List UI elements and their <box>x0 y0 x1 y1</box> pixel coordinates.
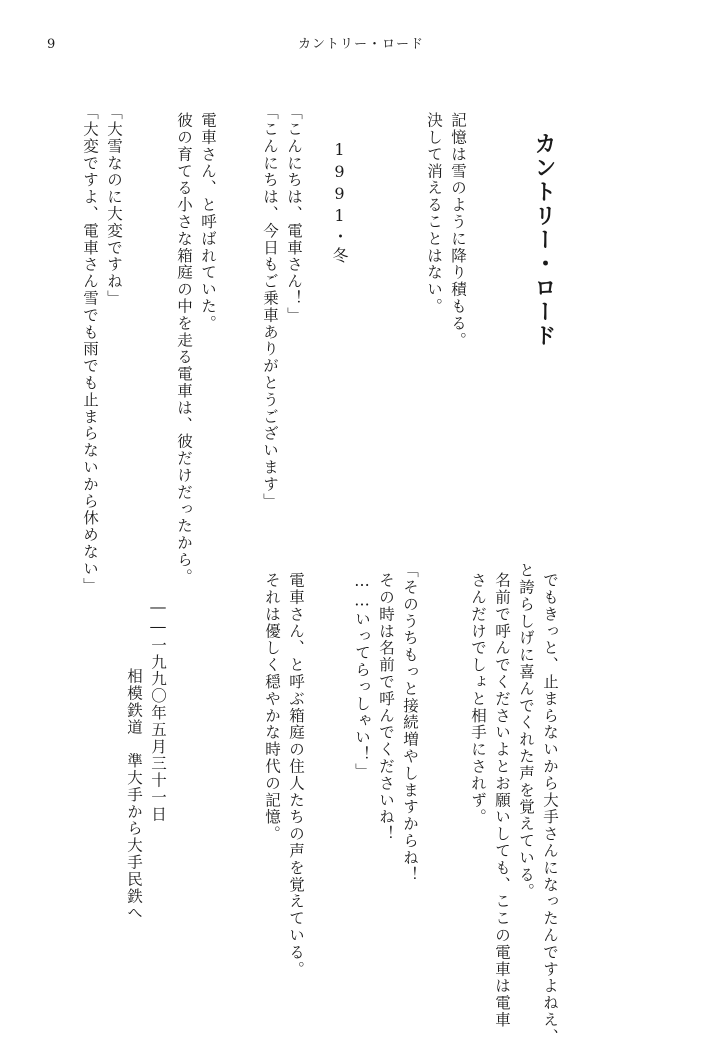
intro-line-2: 決して消えることはない。 <box>425 112 443 315</box>
page-number: 9 <box>47 37 56 52</box>
section-heading: 1991・冬 <box>330 140 349 266</box>
running-head: カントリー・ロード <box>297 37 424 52</box>
paragraph-line-1: でもきっと、止まらないから大手さんになったんですよねえ、 <box>541 572 559 1045</box>
closing-line-1: 「大雪なのに大変ですね」 <box>105 104 123 307</box>
lower-dialogue-line-3: ……いってらっしゃい！」 <box>353 572 371 780</box>
dateline: ――一九九〇年五月三十一日 <box>149 598 167 823</box>
lower-narration-line-2: それは優しく穏やかな時代の記憶。 <box>263 572 281 843</box>
paragraph-line-4: さんだけでしょと相手にされず。 <box>469 572 487 826</box>
dialogue-line-1: 「こんにちは、電車さん！」 <box>285 104 303 324</box>
chapter-title: カントリー・ロード <box>531 132 556 348</box>
narration-line-2: 彼の育てる小さな箱庭の中を走る電車は、彼だけだったから。 <box>175 112 193 586</box>
lower-dialogue-line-2: その時は名前で呼んでくださいね！ <box>377 572 395 843</box>
paragraph-line-3: 名前で呼んでくださいよとお願いしても、ここの電車は電車 <box>493 572 511 1029</box>
dialogue-line-2: 「こんにちは、今日もご乗車ありがとうございます」 <box>261 104 279 510</box>
lower-dialogue-line-1: 「そのうちもっと接続増やしますからね！ <box>401 562 419 884</box>
paragraph-line-2: と誇らしげに喜んでくれた声を覚えている。 <box>517 562 535 900</box>
dateline-subtitle: 相模鉄道 準大手から大手民鉄へ <box>125 668 143 922</box>
closing-line-2: 「大変ですよ、電車さん雪でも雨でも止まらないから休めない」 <box>81 104 99 595</box>
narration-line-1: 電車さん、と呼ばれていた。 <box>199 112 217 332</box>
intro-line-1: 記憶は雪のように降り積もる。 <box>449 112 467 349</box>
lower-narration-line-1: 電車さん、と呼ぶ箱庭の住人たちの声を覚えている。 <box>287 572 305 978</box>
